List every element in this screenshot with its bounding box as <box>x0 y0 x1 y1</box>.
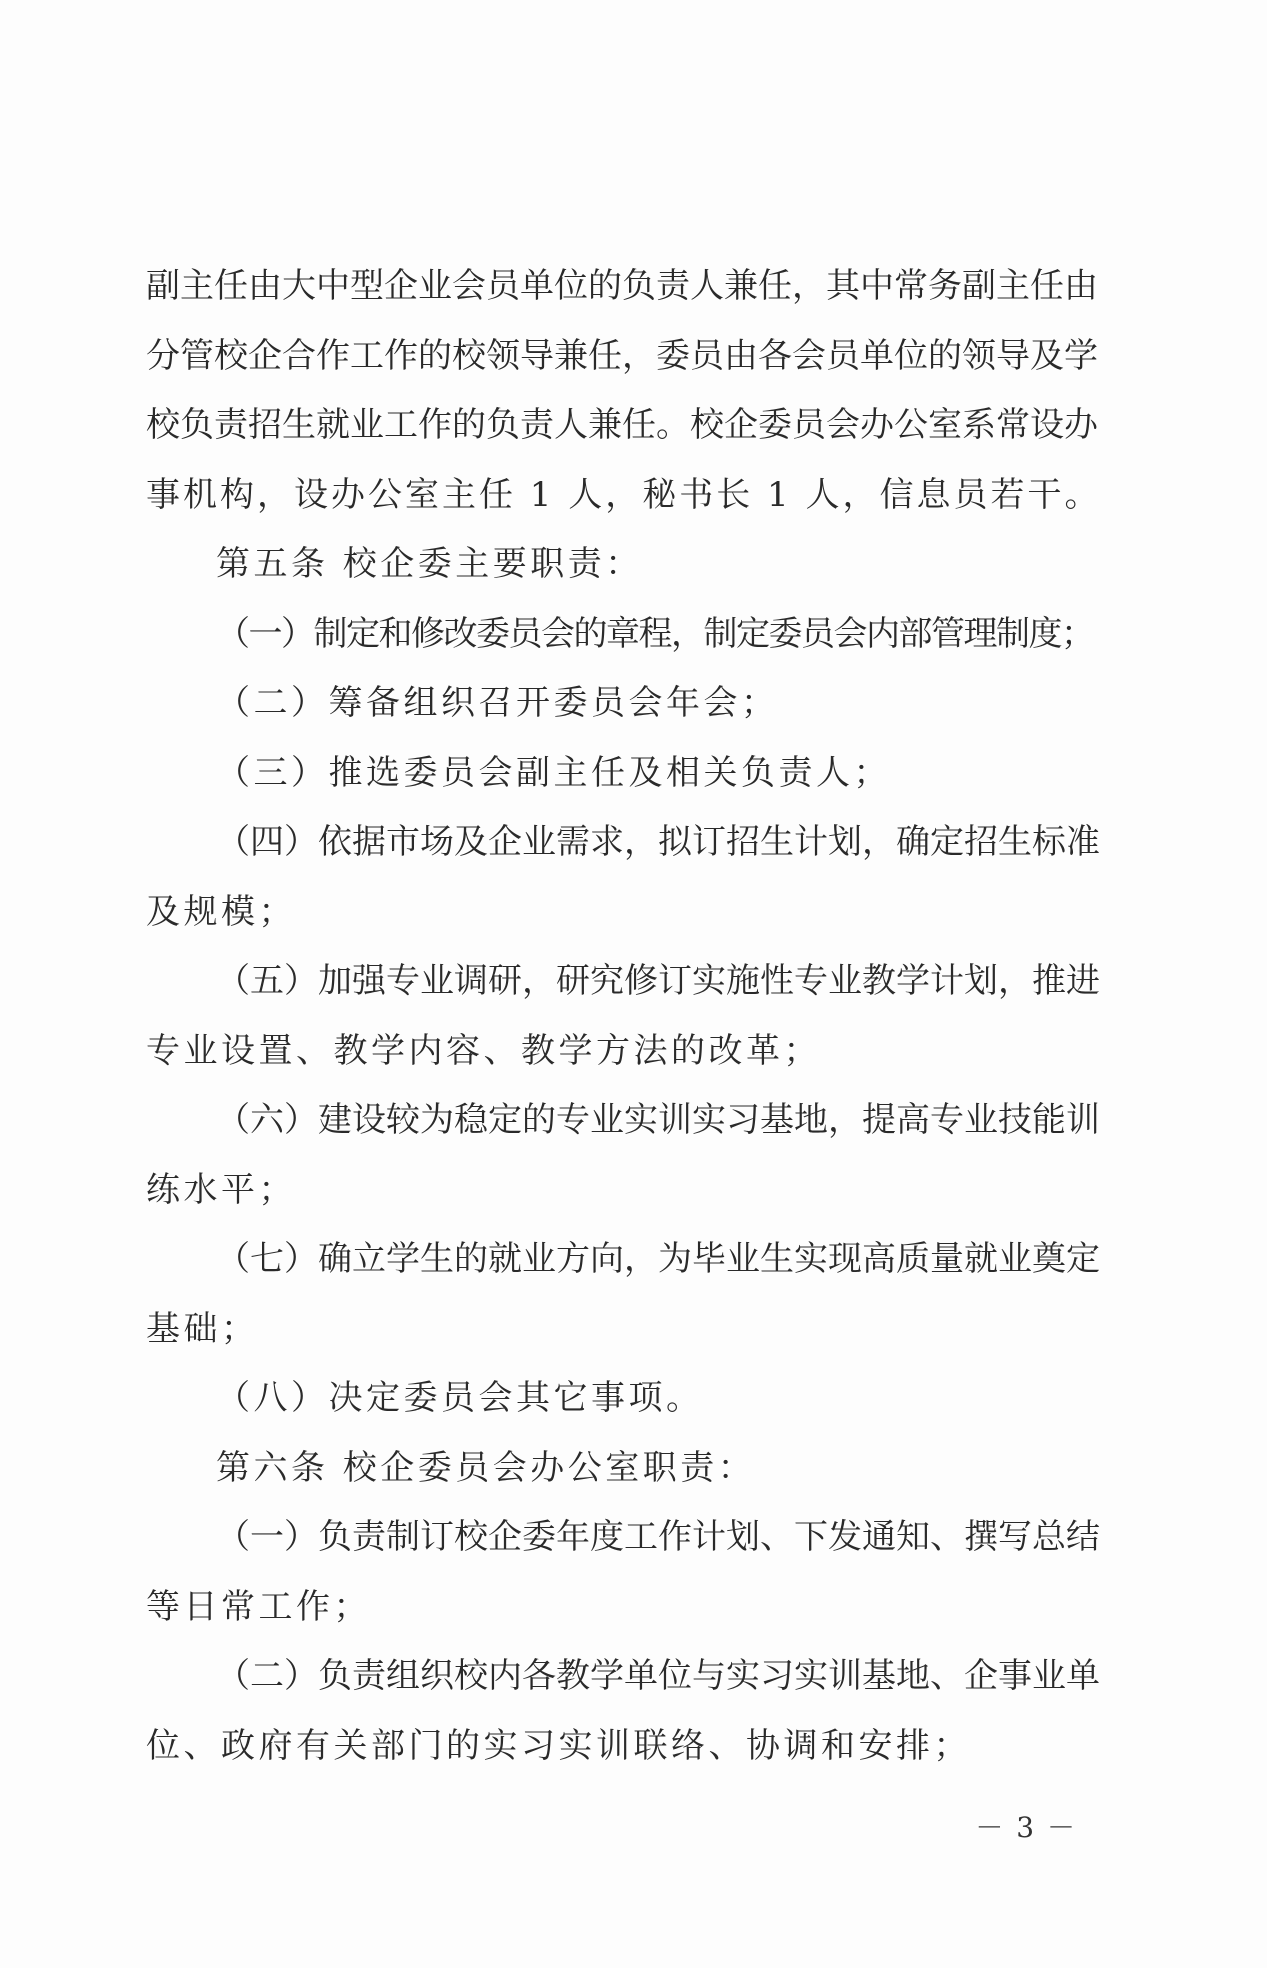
list-item: （二）负责组织校内各教学单位与实习实训基地、企事业单 <box>216 1656 1100 1696</box>
list-item: （六）建设较为稳定的专业实训实习基地，提高专业技能训 <box>216 1100 1100 1140</box>
article-heading: 第五条 校企委主要职责： <box>216 544 643 584</box>
list-item-continuation: 基础； <box>146 1308 259 1349</box>
document-body <box>146 252 1104 1781</box>
page-number: － 3 － <box>975 1811 1077 1844</box>
list-item: （二）筹备组织召开委员会年会； <box>216 683 779 723</box>
text-line: 事机构，设办公室主任 1 人，秘书长 1 人，信息员若干。 <box>146 474 1102 515</box>
list-item: （三）推选委员会副主任及相关负责人； <box>216 752 891 793</box>
text-line: 分管校企合作工作的校领导兼任，委员由各会员单位的领导及学 <box>146 335 1098 376</box>
list-item: （八）决定委员会其它事项。 <box>216 1378 704 1418</box>
list-item-continuation: 及规模； <box>146 891 296 932</box>
list-item: （一）制定和修改委员会的章程，制定委员会内部管理制度； <box>216 613 1094 654</box>
list-item-continuation: 位、政府有关部门的实习实训联络、协调和安排； <box>146 1725 971 1766</box>
article-heading: 第六条 校企委员会办公室职责： <box>216 1447 756 1488</box>
text-line: 副主任由大中型企业会员单位的负责人兼任，其中常务副主任由 <box>146 266 1098 306</box>
list-item-continuation: 练水平； <box>146 1169 296 1210</box>
list-item: （五）加强专业调研，研究修订实施性专业教学计划，推进 <box>216 961 1100 1001</box>
list-item: （一）负责制订校企委年度工作计划、下发通知、撰写总结 <box>216 1517 1100 1557</box>
list-item: （七）确立学生的就业方向，为毕业生实现高质量就业奠定 <box>216 1239 1100 1279</box>
list-item-continuation: 等日常工作； <box>146 1586 371 1627</box>
text-line: 校负责招生就业工作的负责人兼任。校企委员会办公室系常设办 <box>146 405 1098 445</box>
list-item: （四）依据市场及企业需求，拟订招生计划，确定招生标准 <box>216 822 1100 862</box>
list-item-continuation: 专业设置、教学内容、教学方法的改革； <box>146 1030 821 1071</box>
